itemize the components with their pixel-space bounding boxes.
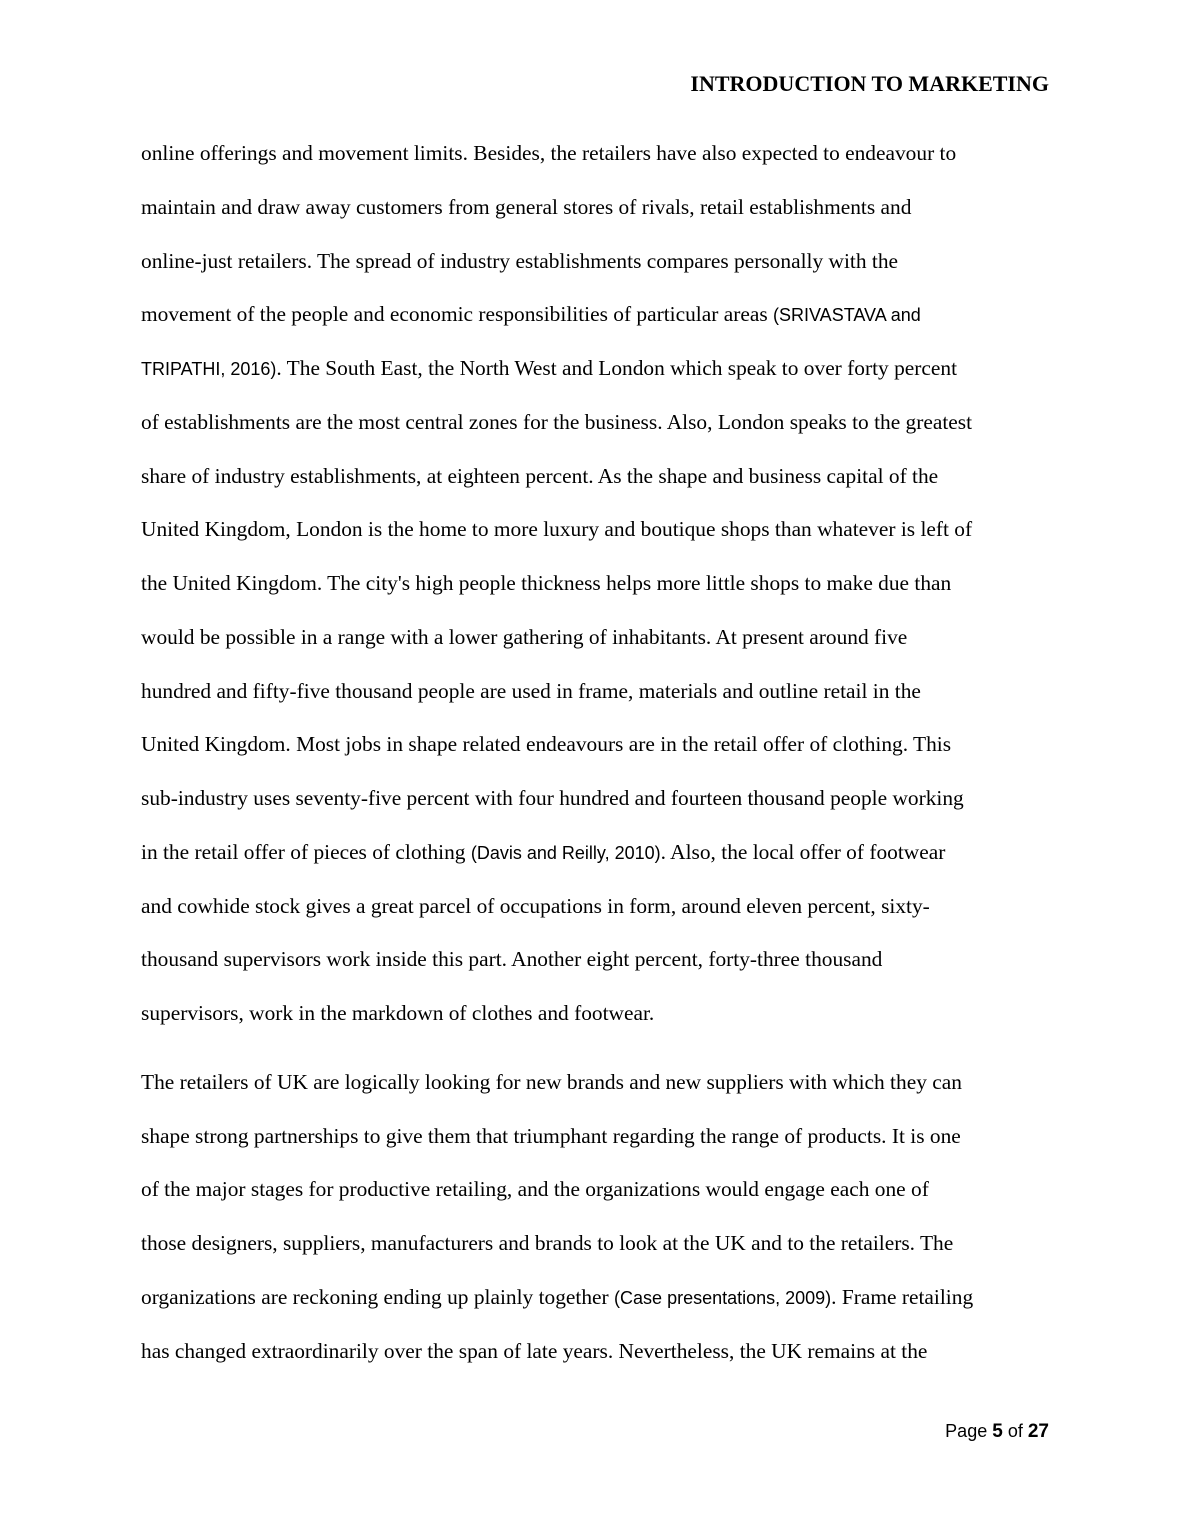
text-line (141, 1283, 973, 1312)
text-line: hundred and fifty-five thousand people are used in frame, materials and outline retail in the (141, 679, 921, 703)
running-header: INTRODUCTION TO MARKETING (690, 71, 1049, 96)
text-line: the United Kingdom. The city's high people thickness helps more little shops to make due than (141, 571, 952, 595)
text-line: United Kingdom, London is the home to more luxury and boutique shops than whatever is left of (141, 517, 973, 541)
text-span: organizations are reckoning ending up plainly together (141, 1285, 609, 1309)
text-line: thousand supervisors work inside this part. Another eight percent, forty-three thousand (141, 947, 883, 971)
text-line: and cowhide stock gives a great parcel of occupations in form, around eleven percent, sixty- (141, 894, 930, 918)
text-line: share of industry establishments, at eighteen percent. As the shape and business capital of the (141, 464, 939, 488)
page-number-footer (945, 1418, 1049, 1445)
text-line: maintain and draw away customers from general stores of rivals, retail establishments and (141, 195, 912, 219)
citation: (Case presentations, 2009) (614, 1288, 832, 1308)
text-line: of establishments are the most central zones for the business. Also, London speaks to the greatest (141, 410, 973, 434)
text-line (141, 354, 957, 383)
current-page-number: 5 (992, 1421, 1003, 1442)
text-line (141, 300, 921, 329)
text-span: . Frame retailing (831, 1285, 974, 1309)
text-line: of the major stages for productive retailing, and the organizations would engage each one of (141, 1177, 929, 1201)
total-pages-number: 27 (1027, 1421, 1049, 1442)
text-line: would be possible in a range with a lower gathering of inhabitants. At present around five (141, 625, 908, 649)
text-line: United Kingdom. Most jobs in shape related endeavours are in the retail offer of clothing. This (141, 732, 952, 756)
citation: TRIPATHI, 2016) (141, 359, 277, 379)
text-span: . Also, the local offer of footwear (660, 840, 946, 864)
citation: (SRIVASTAVA and (773, 305, 921, 325)
text-span: movement of the people and economic responsibilities of particular areas (141, 302, 768, 326)
page-label: Page (945, 1421, 988, 1441)
of-label: of (1007, 1421, 1023, 1441)
text-line: online-just retailers. The spread of industry establishments compares personally with the (141, 249, 899, 273)
text-line: those designers, suppliers, manufacturers and brands to look at the UK and to the retailers. The (141, 1231, 954, 1255)
text-span: . The South East, the North West and London which speak to over forty percent (276, 356, 958, 380)
text-line (141, 838, 945, 867)
citation: (Davis and Reilly, 2010) (470, 843, 661, 863)
text-line: has changed extraordinarily over the span of late years. Nevertheless, the UK remains at the (141, 1339, 928, 1363)
text-line: online offerings and movement limits. Besides, the retailers have also expected to endeavour to (141, 141, 957, 165)
text-span: in the retail offer of pieces of clothing (141, 840, 466, 864)
text-line: supervisors, work in the markdown of clothes and footwear. (141, 1001, 655, 1025)
text-line: sub-industry uses seventy-five percent with four hundred and fourteen thousand people working (141, 786, 964, 810)
text-line: The retailers of UK are logically looking for new brands and new suppliers with which they can (141, 1070, 962, 1094)
text-line: shape strong partnerships to give them that triumphant regarding the range of products. It is one (141, 1124, 961, 1148)
